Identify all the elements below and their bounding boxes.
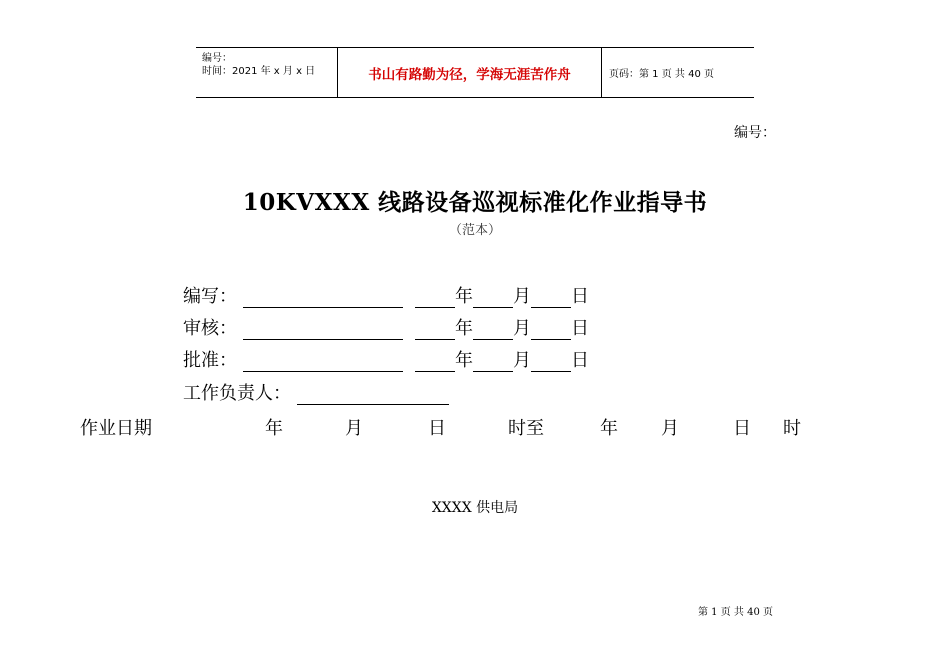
year-unit: 年 [455,286,473,307]
day-blank[interactable] [531,289,571,308]
work-date-hour2-unit: 时 [783,418,801,439]
work-date-month2-unit: 月 [661,418,679,439]
header-code-label: 编号： [202,53,232,64]
year-unit: 年 [455,350,473,371]
signoff-row-approve [183,348,589,372]
year-blank[interactable] [415,321,455,340]
day-unit: 日 [571,318,589,339]
month-blank[interactable] [473,321,513,340]
year-unit: 年 [455,318,473,339]
header-meta-cell [196,48,338,97]
work-date-month-unit: 月 [345,418,363,439]
month-blank[interactable] [473,289,513,308]
year-blank[interactable] [415,289,455,308]
serial-label: 编号： [734,125,776,141]
work-date-year-unit: 年 [265,418,283,439]
work-date-day2-unit: 日 [733,418,751,439]
responsible-blank[interactable] [297,386,449,405]
work-date-year2-unit: 年 [600,418,618,439]
header-table [196,47,754,98]
signoff-label: 审核： [183,318,237,339]
day-unit: 日 [571,286,589,307]
work-date-row [0,414,950,438]
signoff-label: 编写： [183,286,237,307]
work-date-day-unit: 日 [428,418,446,439]
responsible-row [183,381,449,405]
day-unit: 日 [571,350,589,371]
organization-name: XXXX 供电局 [431,500,519,516]
page-footer: 第 1 页 共 40 页 [698,607,773,618]
month-unit: 月 [513,318,531,339]
month-blank[interactable] [473,353,513,372]
signature-blank[interactable] [243,289,403,308]
responsible-label: 工作负责人： [183,383,291,404]
header-time-label: 时间：2021 年 x 月 x 日 [202,66,316,77]
month-unit: 月 [513,286,531,307]
signoff-row-review [183,316,589,340]
day-blank[interactable] [531,321,571,340]
document-subtitle: （范本） [448,223,501,238]
document-title: 10KVXXX 线路设备巡视标准化作业指导书 [242,189,708,216]
header-page-info: 页码：第 1 页 共 40 页 [609,69,714,80]
month-unit: 月 [513,350,531,371]
signoff-label: 批准： [183,350,237,371]
signature-blank[interactable] [243,353,403,372]
work-date-hour-to: 时至 [508,418,544,439]
signoff-row-write [183,284,589,308]
signature-blank[interactable] [243,321,403,340]
year-blank[interactable] [415,353,455,372]
work-date-label: 作业日期 [80,418,152,439]
header-motto: 书山有路勤为径，学海无涯苦作舟 [338,48,602,97]
day-blank[interactable] [531,353,571,372]
